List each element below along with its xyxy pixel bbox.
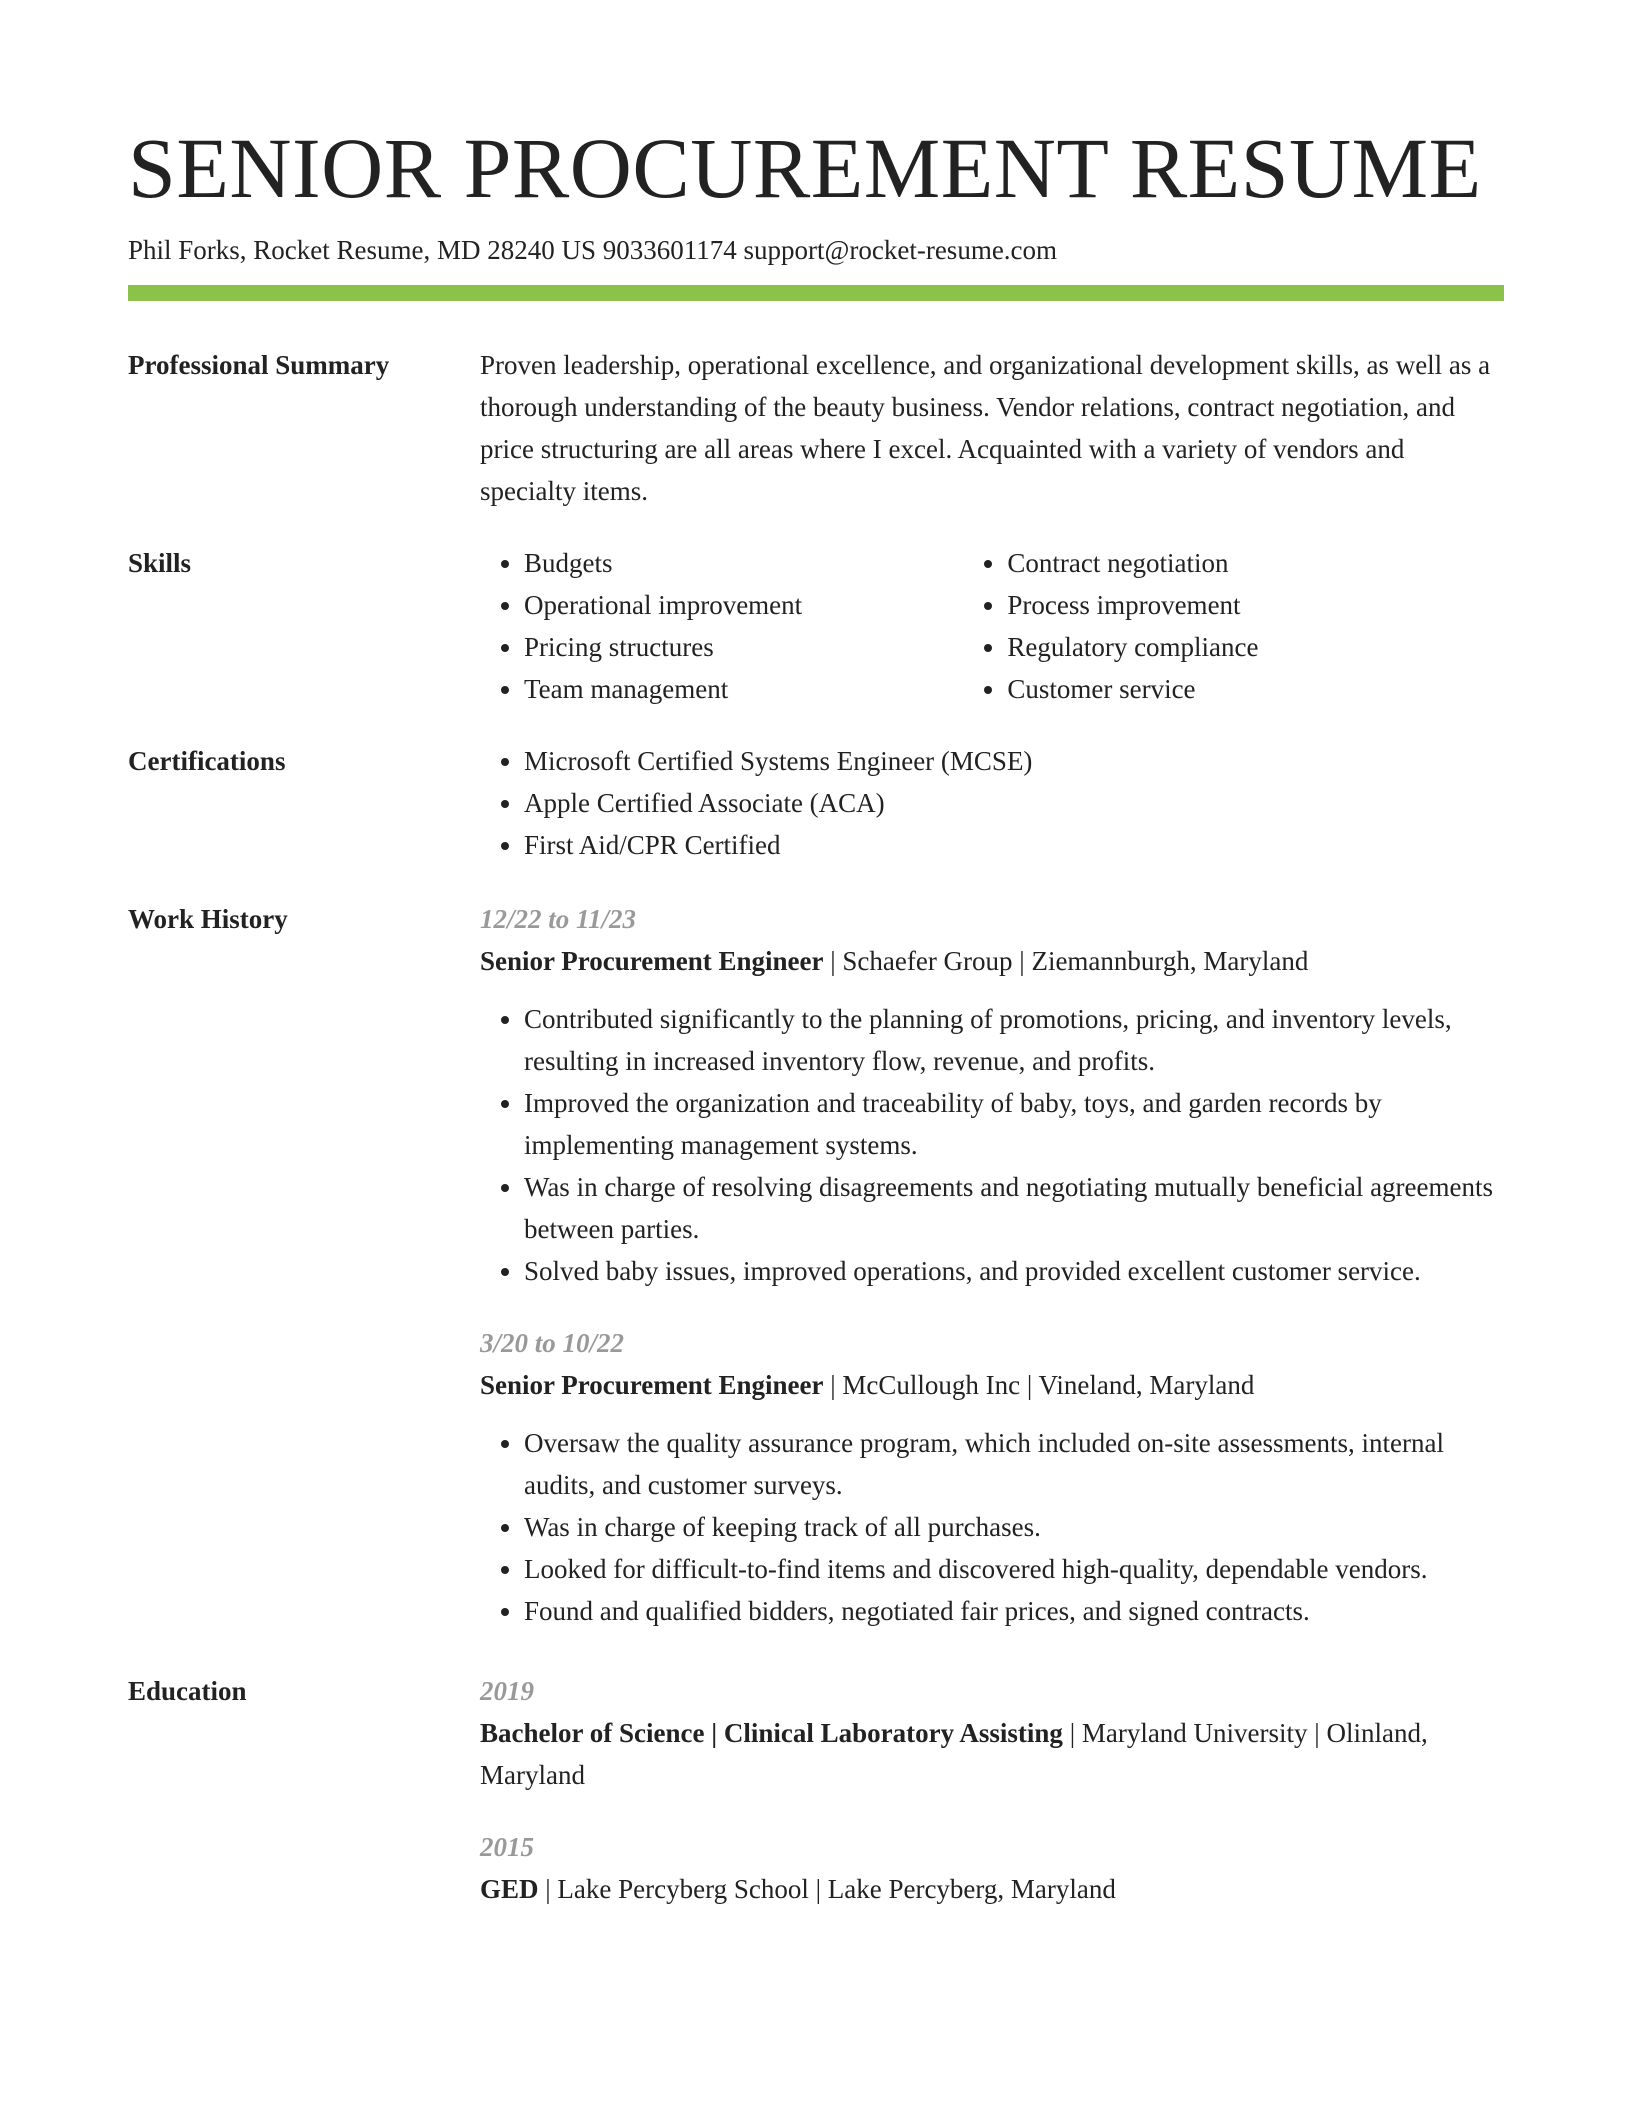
skill-item: • Operational improvement (524, 584, 963, 626)
job-employer-location: | Schaefer Group | Ziemannburgh, Maryland (823, 946, 1309, 976)
job-bullets (480, 1422, 1504, 1632)
education-degree: Bachelor of Science | Clinical Laboratory Assisting (480, 1718, 1063, 1748)
summary-section (128, 344, 1504, 514)
job-bullets (480, 998, 1504, 1292)
certifications-list (480, 740, 1504, 866)
skill-item: • Contract negotiation (1007, 542, 1504, 584)
resume-title: SENIOR PROCUREMENT RESUME (128, 120, 1482, 216)
education-entry (480, 1826, 1504, 1910)
education-heading (480, 1868, 1504, 1910)
education-entry (480, 1670, 1504, 1796)
job-bullet: • Solved baby issues, improved operations, and provided excellent customer service. (524, 1250, 1504, 1292)
education-school-location: | Lake Percyberg School | Lake Percyberg, Maryland (538, 1874, 1116, 1904)
certification-item: • Apple Certified Associate (ACA) (524, 782, 1504, 824)
skills-list-right (963, 542, 1504, 710)
certifications-section (128, 740, 1504, 870)
job-title: Senior Procurement Engineer (480, 946, 824, 976)
job-bullet: • Improved the organization and traceability of baby, toys, and garden records by implementing management systems. (524, 1082, 1504, 1166)
job-employer-location: | McCullough Inc | Vineland, Maryland (823, 1370, 1255, 1400)
section-label-summary: Professional Summary (128, 350, 390, 380)
resume-header (128, 118, 1504, 268)
skill-item: • Customer service (1007, 668, 1504, 710)
education-body (480, 1670, 1504, 1942)
job-bullet: • Was in charge of keeping track of all purchases. (524, 1506, 1504, 1548)
job-bullet: • Found and qualified bidders, negotiated fair prices, and signed contracts. (524, 1590, 1504, 1632)
job-heading (480, 940, 1504, 982)
skills-grid (480, 542, 1504, 710)
certification-item: • Microsoft Certified Systems Engineer (MCSE) (524, 740, 1504, 782)
skill-item: • Process improvement (1007, 584, 1504, 626)
certifications-body (480, 740, 1504, 866)
education-heading (480, 1712, 1504, 1796)
work-history-body (480, 898, 1504, 1664)
work-history-section (128, 898, 1504, 1638)
skill-item: • Regulatory compliance (1007, 626, 1504, 668)
skills-section (128, 542, 1504, 712)
skills-list-left (480, 542, 963, 710)
job-bullet: • Oversaw the quality assurance program, which included on-site assessments, internal audits, and customer surveys. (524, 1422, 1504, 1506)
job-dates: 12/22 to 11/23 (480, 904, 637, 934)
section-label-work-history: Work History (128, 904, 288, 934)
job-heading (480, 1364, 1504, 1406)
education-year: 2015 (480, 1832, 534, 1862)
education-year: 2019 (480, 1676, 534, 1706)
skill-item: • Team management (524, 668, 963, 710)
job-bullet: • Contributed significantly to the planning of promotions, pricing, and inventory levels, resulting in increased inventory flow, revenue, and profits. (524, 998, 1504, 1082)
education-school-location: | Maryland University | Olinland, Maryland (480, 1718, 1428, 1790)
job-title: Senior Procurement Engineer (480, 1370, 824, 1400)
section-label-education: Education (128, 1676, 247, 1706)
summary-text: Proven leadership, operational excellence, and organizational development skills, as well as a thorough understanding of the beauty business. Vendor relations, contract negotiation, and price structuring are all areas where I excel. Acquainted with a variety of vendors and specialty items. (480, 350, 1491, 506)
job-bullet: • Was in charge of resolving disagreements and negotiating mutually beneficial agreements between parties. (524, 1166, 1504, 1250)
section-label-skills: Skills (128, 548, 192, 578)
accent-divider (128, 285, 1504, 301)
job-bullet: • Looked for difficult-to-find items and discovered high-quality, dependable vendors. (524, 1548, 1504, 1590)
job-dates: 3/20 to 10/22 (480, 1328, 625, 1358)
certification-item: • First Aid/CPR Certified (524, 824, 1504, 866)
job-entry (480, 1322, 1504, 1632)
education-section (128, 1670, 1504, 1940)
skill-item: • Pricing structures (524, 626, 963, 668)
contact-line: Phil Forks, Rocket Resume, MD 28240 US 9033601174 support@rocket-resume.com (128, 235, 1058, 265)
job-entry (480, 898, 1504, 1292)
section-label-certifications: Certifications (128, 746, 286, 776)
education-degree: GED (480, 1874, 539, 1904)
skill-item: • Budgets (524, 542, 963, 584)
